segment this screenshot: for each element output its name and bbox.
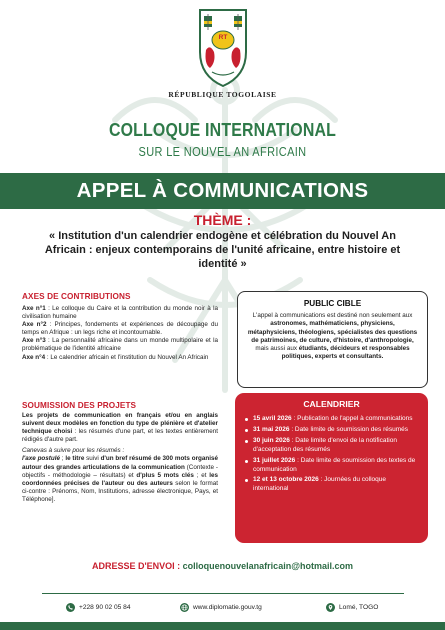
- calendrier-text: : Date limite d'envoi de la notification d'acceptation des résumés: [253, 436, 397, 453]
- axis-text: : Le colloque du Caire et la contribution du monde noir à la civilisation humaine: [22, 305, 219, 321]
- axes-list: [22, 305, 218, 362]
- public-bold: astronomes, mathématiciens, physiciens, métaphysiciens, théologiens, spécialistes des questions de patrimoines, de culture, d'histoire, d'anthropologie,: [247, 320, 418, 344]
- call-banner: [0, 173, 445, 209]
- titre-bold: le titre: [65, 455, 85, 463]
- event-subtitle: SUR LE NOUVEL AN AFRICAIN: [138, 145, 307, 159]
- soumission-paragraph: [22, 412, 218, 444]
- axes-title: AXES DE CONTRIBUTIONS: [22, 292, 131, 301]
- canevas-body: [22, 455, 218, 504]
- motscles-bold: d'plus 5 mots clés: [136, 471, 194, 479]
- footer-website: [180, 601, 262, 613]
- text-fragment: selon le format ci-contre : Prénoms, Nom, Institutions, adresse électronique, Pays, et Téléphone].: [22, 479, 218, 503]
- phone-text: +228 90 02 05 84: [79, 603, 131, 611]
- adresse-separator: :: [174, 561, 183, 571]
- calendrier-list: [245, 415, 423, 496]
- public-bold: étudiants, décideurs et responsables politiques, experts et consultants.: [281, 345, 410, 361]
- text-fragment: (Contexte - objectifs - méthodologie – résultats) et: [22, 463, 218, 479]
- footer-phone: [66, 601, 131, 613]
- text-fragment: L'appel à communications est destiné non seulement aux: [252, 312, 413, 319]
- banner-title: APPEL À COMMUNICATIONS: [76, 179, 369, 202]
- axis-label: Axe n°1: [22, 305, 46, 312]
- adresse-label: ADRESSE D'ENVOI: [92, 561, 175, 571]
- bullet-icon: [245, 440, 248, 443]
- website-link[interactable]: www.diplomatie.gouv.tg: [193, 603, 262, 611]
- coords-bold: les coordonnées précises de l'auteur ou des auteurs: [22, 471, 219, 487]
- adresse-email-link[interactable]: colloquenouvelanafricain@hotmail.com: [182, 561, 353, 571]
- axis-label: Axe n°4: [22, 353, 46, 361]
- calendrier-box: [235, 393, 428, 543]
- axis-item: [22, 305, 218, 321]
- theme-text: « Institution d'un calendrier endogène et célébration du Nouvel An Africain : enjeux contemporains de l'unité africaine, entre histoire et identité »: [44, 230, 401, 270]
- bullet-icon: [245, 460, 248, 463]
- text-fragment: suivi: [84, 455, 101, 463]
- calendrier-date: 31 juillet 2026: [253, 456, 296, 464]
- resume-bold: d'un bref résumé de 300 mots organisé autour des grandes articulations de la communication: [22, 455, 218, 471]
- bullet-icon: [245, 418, 248, 421]
- calendrier-item: [245, 415, 423, 424]
- axe-postule: l'axe postulé: [22, 455, 60, 463]
- axis-label: Axe n°3: [22, 337, 46, 345]
- calendrier-item: [245, 476, 423, 494]
- axis-text: : La personnalité africaine dans un monde multipolaire et la problématique de l'identité africaine: [22, 337, 218, 353]
- axis-item: [22, 321, 218, 337]
- calendrier-date: 30 juin 2026: [253, 436, 290, 444]
- coat-of-arms-icon: [194, 6, 252, 88]
- bottom-bar: [0, 622, 445, 630]
- text-fragment: ;: [59, 455, 66, 463]
- calendrier-text: : Date limite de soumission des textes de communication: [253, 456, 416, 473]
- canevas-paragraph: [22, 447, 218, 455]
- theme-label: THÈME :: [193, 212, 252, 228]
- axis-item: [22, 354, 218, 362]
- public-text: [245, 312, 420, 362]
- soumission-bold: Les projets de communication en français et/ou en anglais suivent deux modèles en fonction du type de plénière et d'atelier technique choisi: [22, 412, 218, 436]
- public-title: PUBLIC CIBLE: [303, 299, 362, 308]
- bullet-icon: [245, 429, 248, 432]
- adresse-envoi: [0, 561, 445, 571]
- text-fragment: ; et: [193, 471, 210, 479]
- axis-item: [22, 337, 218, 353]
- calendrier-item: [245, 457, 423, 475]
- calendrier-text: : Journées du colloque international: [253, 476, 386, 493]
- calendrier-text: : Date limite de soumission des résumés: [289, 425, 409, 433]
- calendrier-title: CALENDRIER: [303, 399, 360, 409]
- axis-text: : Le calendrier africain et l'institution du Nouvel An Africain: [45, 353, 209, 361]
- footer-divider: [42, 593, 404, 594]
- calendrier-text: : Publication de l'appel à communications: [291, 415, 413, 422]
- calendrier-date: 31 mai 2026: [253, 425, 290, 433]
- calendrier-date: 12 et 13 octobre 2026: [253, 476, 319, 484]
- bullet-icon: [245, 479, 248, 482]
- phone-icon: [66, 603, 75, 612]
- soumission-title: SOUMISSION DES PROJETS: [22, 401, 137, 410]
- emblem-initials: RT: [218, 34, 228, 41]
- calendrier-date: 15 avril 2026: [253, 415, 292, 422]
- location-text: Lomé, TOGO: [339, 603, 379, 611]
- footer-location: [326, 601, 378, 613]
- canevas-intro: Canevas à suivre pour les résumés :: [22, 447, 125, 455]
- axis-text: : Principes, fondements et expériences de découpage du temps en Afrique : un legs riche et incontournable.: [22, 321, 218, 337]
- republic-name: RÉPUBLIQUE TOGOLAISE: [168, 90, 277, 99]
- location-pin-icon: [326, 603, 335, 612]
- soumission-body: [22, 412, 218, 507]
- event-title: COLLOQUE INTERNATIONAL: [108, 119, 337, 140]
- text-fragment: mais aussi aux: [255, 345, 299, 353]
- globe-icon: [180, 603, 189, 612]
- calendrier-item: [245, 426, 423, 435]
- public-cible-box: [237, 291, 428, 388]
- soumission-text: : les résumés d'une part, et les textes entièrement rédigés d'autre part.: [22, 428, 218, 444]
- axis-label: Axe n°2: [22, 321, 47, 329]
- calendrier-item: [245, 437, 423, 455]
